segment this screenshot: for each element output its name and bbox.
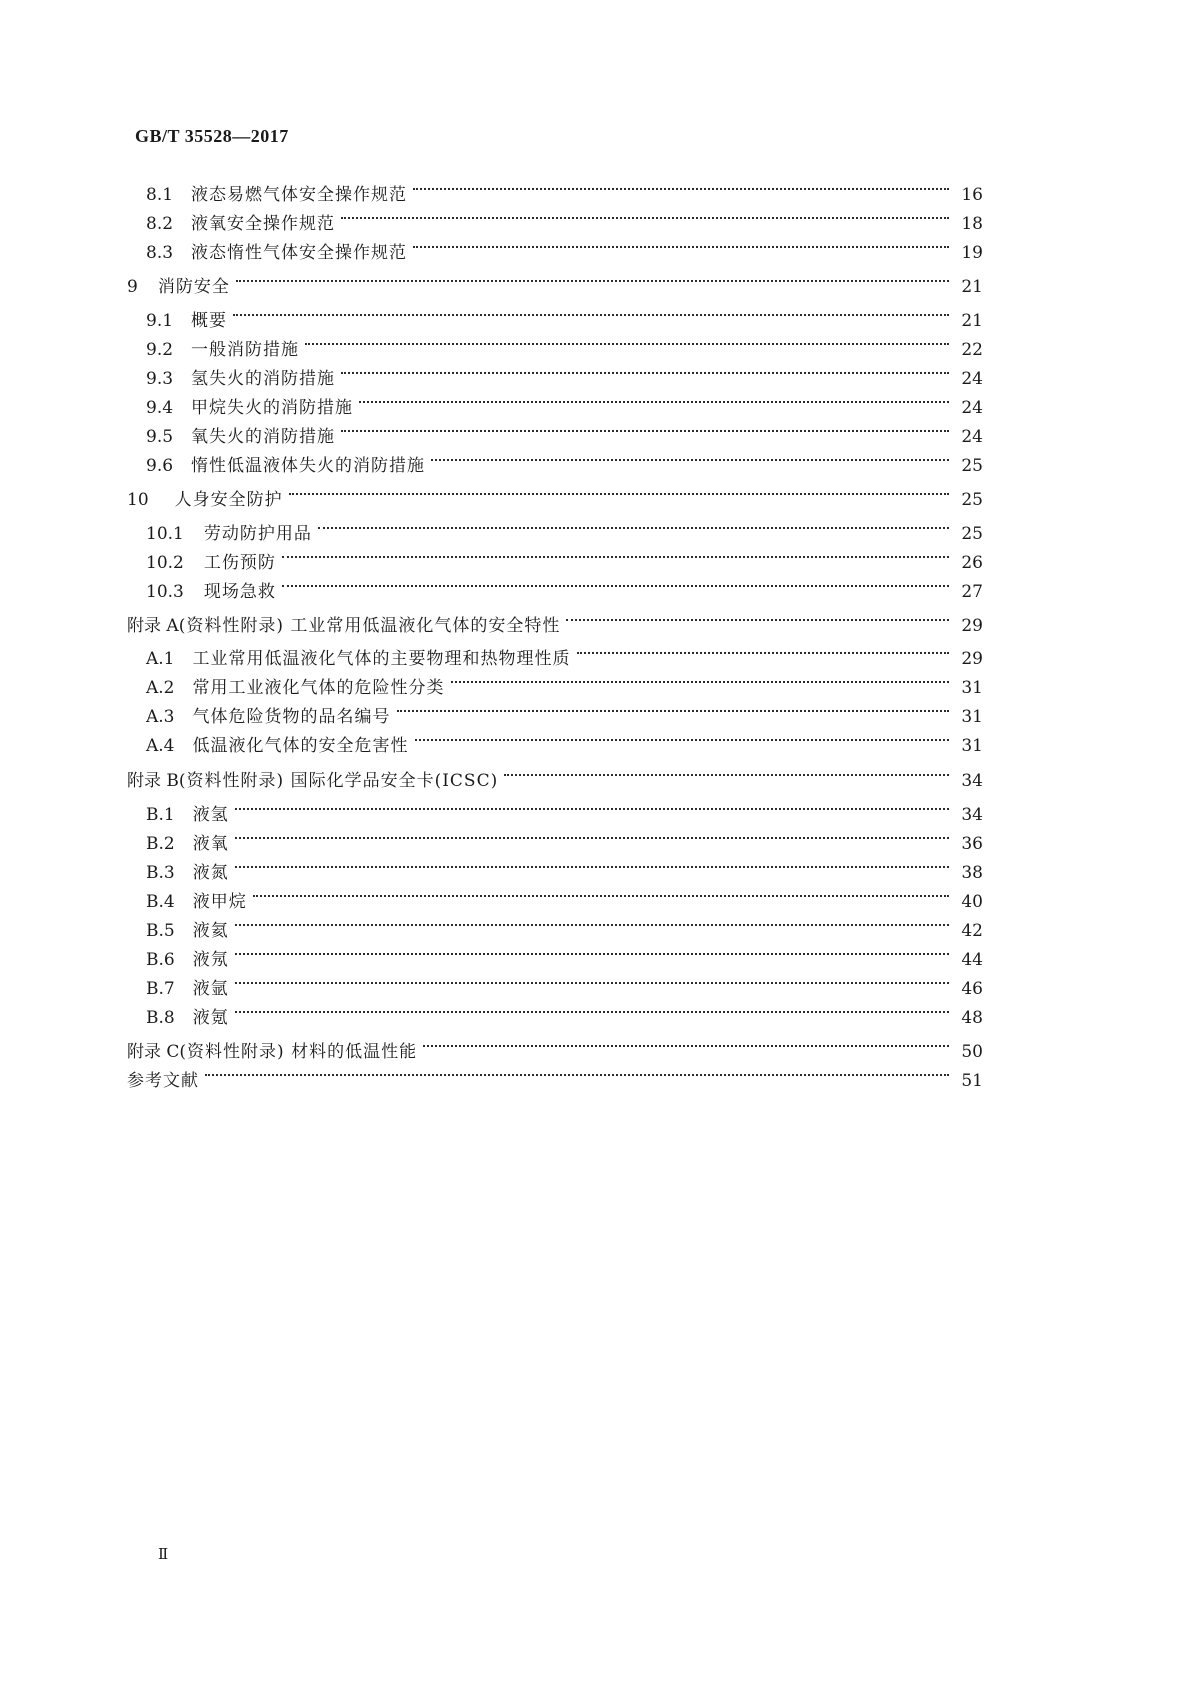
toc-entry-page: 31: [961, 736, 983, 756]
toc-entry[interactable]: [146, 999, 983, 1028]
toc-entry-title: 常用工业液化气体的危险性分类: [192, 678, 445, 698]
toc-entry[interactable]: [146, 970, 983, 999]
toc-entry-title: 液氦: [192, 921, 229, 941]
toc-dot-leader: [413, 234, 949, 258]
toc-entry-title: 气体危险货物的品名编号: [192, 707, 391, 727]
toc-entry[interactable]: [146, 234, 983, 263]
toc-dot-leader: [415, 727, 950, 751]
toc-entry-page: 19: [961, 243, 983, 263]
toc-entry-number: 9.6: [146, 456, 174, 476]
toc-entry[interactable]: [146, 360, 983, 389]
toc-entry-number: A.3: [146, 707, 175, 727]
toc-dot-leader: [282, 544, 949, 568]
toc-entry-number: 8.1: [146, 185, 174, 205]
toc-entry-page: 38: [961, 863, 983, 883]
toc-entry-page: 50: [961, 1042, 983, 1062]
toc-entry-title: 低温液化气体的安全危害性: [192, 736, 409, 756]
toc-entry-title: 液态易燃气体安全操作规范: [191, 185, 408, 205]
toc-entry[interactable]: [146, 698, 983, 727]
toc-entry-number: B.3: [146, 863, 175, 883]
toc-entry[interactable]: [127, 1033, 983, 1062]
toc-entry-title: 液氖: [192, 950, 229, 970]
toc-entry-number: A.4: [146, 736, 175, 756]
toc-entry-number: B.5: [146, 921, 175, 941]
toc-entry-number: B.4: [146, 892, 175, 912]
toc-entry-title: 氧失火的消防措施: [191, 427, 336, 447]
toc-dot-leader: [235, 796, 949, 820]
toc-entry-title: 液氮: [192, 863, 229, 883]
toc-entry-number: 9.5: [146, 427, 174, 447]
toc-dot-leader: [413, 176, 949, 200]
toc-entry-number: 10: [127, 490, 149, 510]
toc-entry-page: 25: [961, 490, 983, 510]
toc-entry-page: 25: [961, 524, 983, 544]
toc-entry-title: 惰性低温液体失火的消防措施: [191, 456, 426, 476]
toc-dot-leader: [289, 481, 949, 505]
toc-entry-number: B.8: [146, 1008, 175, 1028]
toc-dot-leader: [236, 268, 949, 292]
toc-entry[interactable]: [146, 331, 983, 360]
toc-dot-leader: [305, 331, 949, 355]
toc-dot-leader: [233, 302, 949, 326]
toc-entry-number: 10.1: [146, 524, 184, 544]
toc-entry-page: 46: [961, 979, 983, 999]
toc-entry-number: 附录 A: [127, 616, 179, 636]
toc-entry[interactable]: [127, 607, 983, 636]
toc-entry-page: 26: [961, 553, 983, 573]
toc-entry-page: 18: [961, 214, 983, 234]
toc-entry-page: 29: [961, 649, 983, 669]
toc-dot-leader: [318, 515, 949, 539]
toc-entry[interactable]: [146, 176, 983, 205]
toc-entry-number: 附录 C: [127, 1042, 180, 1062]
toc-entry-number: 9.1: [146, 311, 174, 331]
toc-entry-title: 人身安全防护: [174, 490, 283, 510]
toc-dot-leader: [205, 1062, 949, 1086]
toc-dot-leader: [566, 607, 949, 631]
toc-entry-number: A.1: [146, 649, 175, 669]
toc-entry-title: (资料性附录) 工业常用低温液化气体的安全特性: [178, 616, 561, 636]
toc-entry-page: 27: [961, 582, 983, 602]
toc-entry-title: 液氧安全操作规范: [191, 214, 336, 234]
toc-entry[interactable]: [146, 418, 983, 447]
toc-entry-number: 10.3: [146, 582, 184, 602]
toc-entry[interactable]: [127, 481, 983, 510]
toc-entry[interactable]: [146, 640, 983, 669]
toc-entry-title: 液氧: [192, 834, 229, 854]
toc-entry[interactable]: [146, 389, 983, 418]
toc-entry-title: 一般消防措施: [191, 340, 300, 360]
toc-entry-page: 25: [961, 456, 983, 476]
toc-entry-page: 21: [961, 311, 983, 331]
toc-entry-number: 8.2: [146, 214, 174, 234]
toc-entry-title: 液甲烷: [192, 892, 247, 912]
toc-entry-page: 34: [961, 771, 983, 791]
toc-dot-leader: [397, 698, 950, 722]
page-number: Ⅱ: [158, 1547, 169, 1563]
toc-dot-leader: [282, 573, 949, 597]
toc-dot-leader: [359, 389, 949, 413]
toc-entry-title: (资料性附录) 国际化学品安全卡(ICSC): [178, 771, 499, 791]
toc-entry-number: 9.2: [146, 340, 174, 360]
toc-entry[interactable]: [146, 825, 983, 854]
toc-entry-number: 8.3: [146, 243, 174, 263]
toc-entry-page: 31: [961, 707, 983, 727]
toc-entry-page: 22: [961, 340, 983, 360]
toc-dot-leader: [423, 1033, 949, 1057]
toc-entry-title: 消防安全: [157, 277, 230, 297]
toc-entry-page: 31: [961, 678, 983, 698]
toc-entry-title: 概要: [191, 311, 228, 331]
toc-entry-number: B.6: [146, 950, 175, 970]
toc-entry[interactable]: [146, 544, 983, 573]
toc-entry-title: 工伤预防: [203, 553, 276, 573]
toc-entry[interactable]: [146, 727, 983, 756]
toc-entry-page: 24: [961, 369, 983, 389]
toc-entry-page: 24: [961, 427, 983, 447]
toc-entry[interactable]: [146, 912, 983, 941]
toc-dot-leader: [235, 941, 949, 965]
toc-entry-page: 24: [961, 398, 983, 418]
toc-entry-number: B.1: [146, 805, 175, 825]
toc-dot-leader: [451, 669, 950, 693]
toc-entry[interactable]: [146, 205, 983, 234]
toc-entry[interactable]: [146, 796, 983, 825]
toc-dot-leader: [235, 999, 949, 1023]
toc-entry-title: 液氪: [192, 1008, 229, 1028]
toc-entry-title: 液氢: [192, 805, 229, 825]
toc-entry-number: A.2: [146, 678, 175, 698]
toc-dot-leader: [253, 883, 949, 907]
toc-entry-title: 氢失火的消防措施: [191, 369, 336, 389]
toc-dot-leader: [504, 762, 949, 786]
toc-dot-leader: [431, 447, 949, 471]
toc-entry-title: 液态惰性气体安全操作规范: [191, 243, 408, 263]
toc-dot-leader: [341, 205, 949, 229]
toc-entry[interactable]: [146, 669, 983, 698]
toc-entry[interactable]: [127, 1062, 983, 1091]
toc-entry-page: 29: [961, 616, 983, 636]
toc-entry-number: 9.3: [146, 369, 174, 389]
toc-entry-page: 16: [961, 185, 983, 205]
toc-entry-title: 现场急救: [203, 582, 276, 602]
toc-entry[interactable]: [146, 302, 983, 331]
toc-entry-title: (资料性附录) 材料的低温性能: [179, 1042, 418, 1062]
toc-entry-number: B.7: [146, 979, 175, 999]
toc-entry-page: 36: [961, 834, 983, 854]
toc-entry-title: 参考文献: [127, 1071, 199, 1091]
toc-entry-page: 21: [961, 277, 983, 297]
toc-dot-leader: [341, 418, 949, 442]
toc-entry-page: 34: [961, 805, 983, 825]
toc-entry-number: B.2: [146, 834, 175, 854]
toc-entry-title: 甲烷失火的消防措施: [191, 398, 354, 418]
toc-entry-page: 40: [961, 892, 983, 912]
toc-entry-number: 9.4: [146, 398, 174, 418]
toc-dot-leader: [341, 360, 949, 384]
toc-entry-page: 44: [961, 950, 983, 970]
toc-entry[interactable]: [146, 883, 983, 912]
toc-entry[interactable]: [146, 573, 983, 602]
standard-code: GB/T 35528—2017: [135, 126, 289, 146]
toc-entry-title: 液氩: [192, 979, 229, 999]
toc-entry-title: 劳动防护用品: [203, 524, 312, 544]
toc-entry[interactable]: [146, 941, 983, 970]
toc-dot-leader: [235, 854, 949, 878]
toc-entry-number: 附录 B: [127, 771, 179, 791]
toc-entry-number: 9: [127, 277, 138, 297]
toc-dot-leader: [235, 825, 949, 849]
toc-entry-number: 10.2: [146, 553, 184, 573]
toc-entry[interactable]: [146, 447, 983, 476]
toc-entry-page: 42: [961, 921, 983, 941]
toc-entry[interactable]: [127, 762, 983, 791]
toc-dot-leader: [235, 912, 949, 936]
toc-dot-leader: [577, 640, 950, 664]
toc-entry[interactable]: [146, 515, 983, 544]
toc-entry-page: 51: [961, 1071, 983, 1091]
toc-entry[interactable]: [127, 268, 983, 297]
toc-dot-leader: [235, 970, 949, 994]
toc-entry-page: 48: [961, 1008, 983, 1028]
toc-entry[interactable]: [146, 854, 983, 883]
toc-entry-title: 工业常用低温液化气体的主要物理和热物理性质: [192, 649, 571, 669]
